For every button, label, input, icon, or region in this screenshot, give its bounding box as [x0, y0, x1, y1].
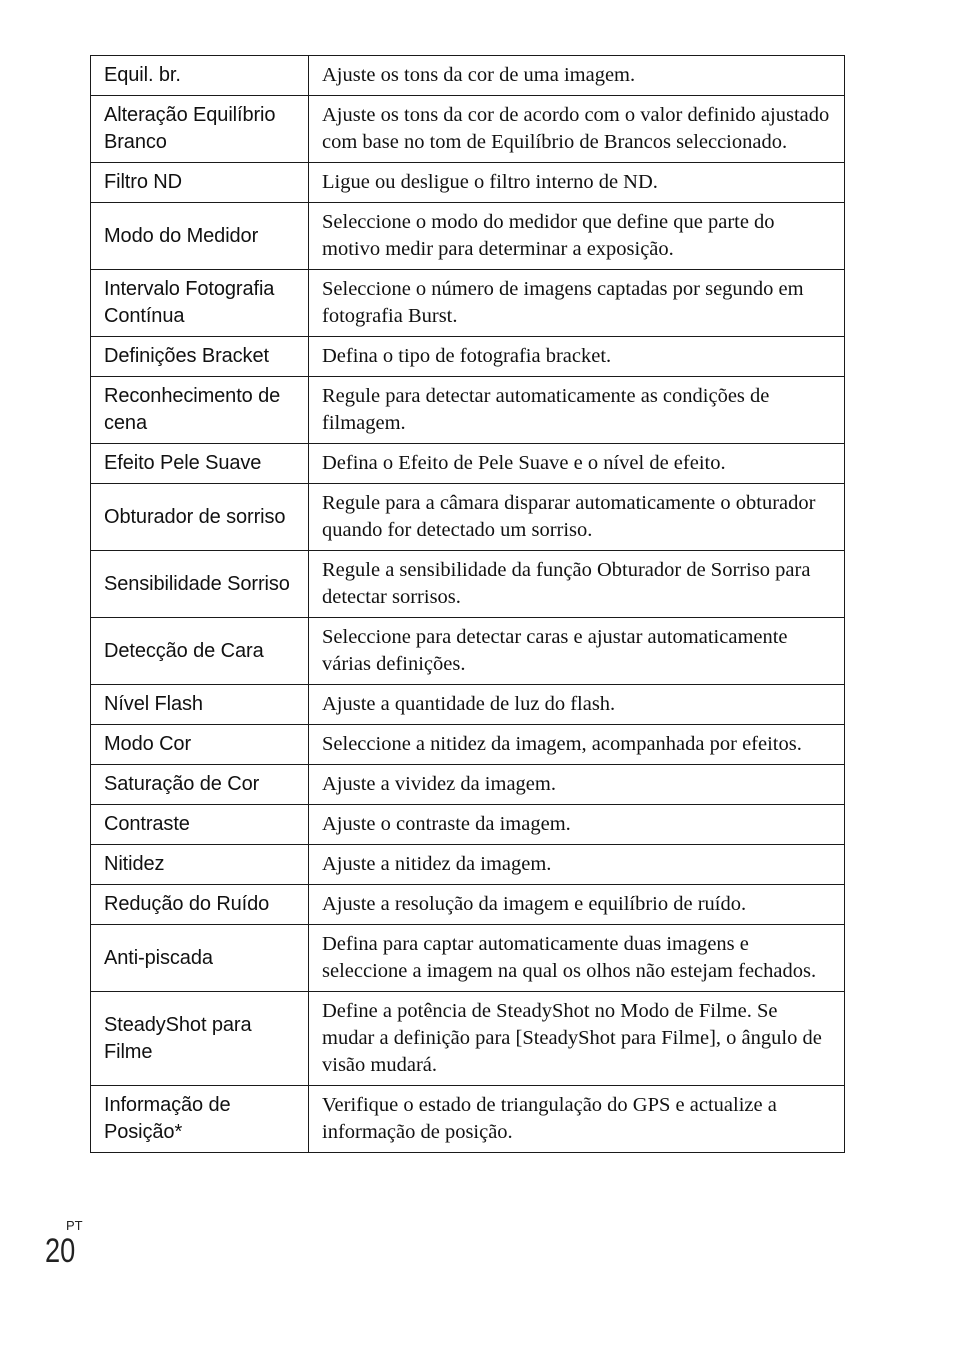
table-row [91, 992, 845, 1086]
table-row [91, 551, 845, 618]
table-row [91, 805, 845, 845]
table-row [91, 765, 845, 805]
table-row [91, 885, 845, 925]
setting-description: Defina o Efeito de Pele Suave e o nível de efeito. [309, 444, 845, 484]
page-language-code: PT [66, 1218, 83, 1233]
settings-table [90, 55, 845, 1153]
setting-name: Nitidez [91, 845, 309, 885]
setting-name: Definições Bracket [91, 337, 309, 377]
table-row [91, 725, 845, 765]
table-row [91, 56, 845, 96]
table-row [91, 484, 845, 551]
setting-name: Modo Cor [91, 725, 309, 765]
setting-name: Equil. br. [91, 56, 309, 96]
setting-description: Seleccione o modo do medidor que define que parte do motivo medir para determinar a exposição. [309, 203, 845, 270]
setting-description: Regule para a câmara disparar automaticamente o obturador quando for detectado um sorriso. [309, 484, 845, 551]
setting-name: Modo do Medidor [91, 203, 309, 270]
table-row [91, 163, 845, 203]
table-row [91, 618, 845, 685]
setting-name: Contraste [91, 805, 309, 845]
setting-name: Nível Flash [91, 685, 309, 725]
setting-name: Detecção de Cara [91, 618, 309, 685]
page-number: 20 [45, 1232, 76, 1270]
setting-description: Defina o tipo de fotografia bracket. [309, 337, 845, 377]
setting-description: Ajuste a quantidade de luz do flash. [309, 685, 845, 725]
table-row [91, 270, 845, 337]
setting-name: Filtro ND [91, 163, 309, 203]
setting-description: Ajuste os tons da cor de acordo com o valor definido ajustado com base no tom de Equilíbrio de Brancos seleccionado. [309, 96, 845, 163]
setting-name: Efeito Pele Suave [91, 444, 309, 484]
setting-name: Saturação de Cor [91, 765, 309, 805]
table-row [91, 203, 845, 270]
table-row [91, 96, 845, 163]
setting-description: Ajuste os tons da cor de uma imagem. [309, 56, 845, 96]
setting-description: Verifique o estado de triangulação do GPS e actualize a informação de posição. [309, 1086, 845, 1153]
setting-description: Ajuste a resolução da imagem e equilíbrio de ruído. [309, 885, 845, 925]
setting-name: Alteração Equilíbrio Branco [91, 96, 309, 163]
setting-description: Regule para detectar automaticamente as condições de filmagem. [309, 377, 845, 444]
setting-name: Reconhecimento de cena [91, 377, 309, 444]
setting-description: Defina para captar automaticamente duas imagens e seleccione a imagem na qual os olhos não estejam fechados. [309, 925, 845, 992]
table-row [91, 845, 845, 885]
setting-description: Regule a sensibilidade da função Obturador de Sorriso para detectar sorrisos. [309, 551, 845, 618]
setting-description: Seleccione para detectar caras e ajustar automaticamente várias definições. [309, 618, 845, 685]
table-row [91, 444, 845, 484]
table-row [91, 377, 845, 444]
table-row [91, 1086, 845, 1153]
table-row [91, 925, 845, 992]
setting-description: Ligue ou desligue o filtro interno de ND. [309, 163, 845, 203]
table-row [91, 685, 845, 725]
setting-name: Obturador de sorriso [91, 484, 309, 551]
setting-description: Seleccione o número de imagens captadas por segundo em fotografia Burst. [309, 270, 845, 337]
setting-description: Ajuste a nitidez da imagem. [309, 845, 845, 885]
setting-name: Sensibilidade Sorriso [91, 551, 309, 618]
setting-description: Define a potência de SteadyShot no Modo de Filme. Se mudar a definição para [SteadyShot para Filme], o ângulo de visão mudará. [309, 992, 845, 1086]
setting-name: Redução do Ruído [91, 885, 309, 925]
setting-description: Ajuste o contraste da imagem. [309, 805, 845, 845]
setting-description: Ajuste a vividez da imagem. [309, 765, 845, 805]
setting-name: Informação de Posição* [91, 1086, 309, 1153]
setting-name: SteadyShot para Filme [91, 992, 309, 1086]
setting-name: Intervalo Fotografia Contínua [91, 270, 309, 337]
setting-name: Anti-piscada [91, 925, 309, 992]
table-row [91, 337, 845, 377]
setting-description: Seleccione a nitidez da imagem, acompanhada por efeitos. [309, 725, 845, 765]
